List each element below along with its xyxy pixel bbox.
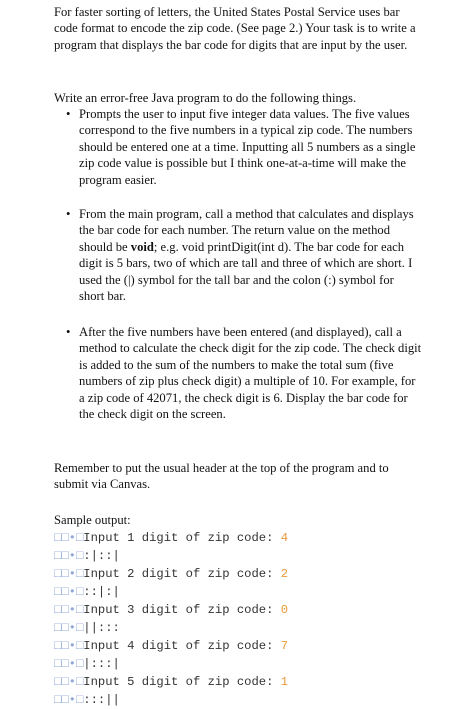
console-prompt-text: Input 2 digit of zip code: bbox=[83, 567, 281, 581]
console-input-value: 0 bbox=[280, 603, 289, 617]
requirement-text-3: After the five numbers have been entered (and displayed), call a method to calculate the check digit for the zip code. The check digit is added to the sum of the numbers to make the total sum (five numbers of zip plus check digit) a multiple of 10. For example, for a zip code of 42071, the check digit is 6. Display the bar code for the check digit on the screen. bbox=[79, 325, 422, 422]
console-prompt-line bbox=[54, 637, 288, 655]
console-prefix: □□•□ bbox=[54, 531, 84, 545]
intro-paragraph: For faster sorting of letters, the United States Postal Service uses bar code format to encode the zip code. (See page 2.) Your task is to write a program that displays the bar code for digits that are input by the user. bbox=[54, 5, 416, 52]
console-prompt-text: Input 4 digit of zip code: bbox=[83, 639, 281, 653]
remember-paragraph: Remember to put the usual header at the top of the program and to submit via Canvas. bbox=[54, 461, 389, 492]
console-prompt-line bbox=[54, 529, 288, 547]
requirement-text-2: From the main program, call a method that calculates and displays the bar code for each number. The return value on the method should be void; e.g. void printDigit(int d). The bar code for each digit is 5 bars, two of which are tall and three of which are short. I used the (|) symbol for the tall bar and the colon (:) symbol for short bar. bbox=[79, 207, 414, 304]
console-barcode-line bbox=[54, 655, 288, 673]
console-input-value: 2 bbox=[280, 567, 289, 581]
console-input-value: 1 bbox=[280, 675, 289, 689]
console-prefix: □□•□ bbox=[54, 621, 84, 635]
console-prompt-text: Input 1 digit of zip code: bbox=[83, 531, 281, 545]
console-barcode-line bbox=[54, 583, 288, 601]
write-heading: Write an error-free Java program to do the following things. bbox=[54, 91, 357, 105]
console-barcode-line bbox=[54, 691, 288, 709]
sample-output-console bbox=[54, 529, 288, 709]
console-prompt-text: Input 3 digit of zip code: bbox=[83, 603, 281, 617]
console-prompt-line bbox=[54, 673, 288, 691]
sample-output-label: Sample output: bbox=[54, 513, 131, 527]
console-prefix: □□•□ bbox=[54, 603, 84, 617]
console-prefix: □□•□ bbox=[54, 549, 84, 563]
bullet-icon: • bbox=[66, 325, 71, 339]
console-input-value: 4 bbox=[280, 531, 289, 545]
requirement-text-1: Prompts the user to input five integer data values. The five values correspond to the five numbers in a typical zip code. The numbers should be entered one at a time. Inputting all 5 numbers as a single zip code value is possible but I think one-at-a-time will make the program easier. bbox=[79, 107, 416, 187]
console-barcode-line bbox=[54, 547, 288, 565]
console-prefix: □□•□ bbox=[54, 675, 84, 689]
console-prompt-line bbox=[54, 565, 288, 583]
console-barcode-text: ::|:| bbox=[83, 585, 120, 599]
console-barcode-line bbox=[54, 619, 288, 637]
console-barcode-text: :::|| bbox=[83, 693, 120, 707]
console-barcode-text: ||::: bbox=[83, 621, 120, 635]
console-prefix: □□•□ bbox=[54, 567, 84, 581]
console-barcode-text: :|::| bbox=[83, 549, 120, 563]
void-keyword: void bbox=[130, 239, 154, 254]
console-prompt-text: Input 5 digit of zip code: bbox=[83, 675, 281, 689]
console-prefix: □□•□ bbox=[54, 639, 84, 653]
console-barcode-text: |:::| bbox=[83, 657, 120, 671]
console-prefix: □□•□ bbox=[54, 585, 84, 599]
bullet-icon: • bbox=[66, 207, 71, 221]
console-prefix: □□•□ bbox=[54, 693, 84, 707]
console-prompt-line bbox=[54, 601, 288, 619]
bullet-icon: • bbox=[66, 107, 71, 121]
console-input-value: 7 bbox=[280, 639, 289, 653]
console-prefix: □□•□ bbox=[54, 657, 84, 671]
